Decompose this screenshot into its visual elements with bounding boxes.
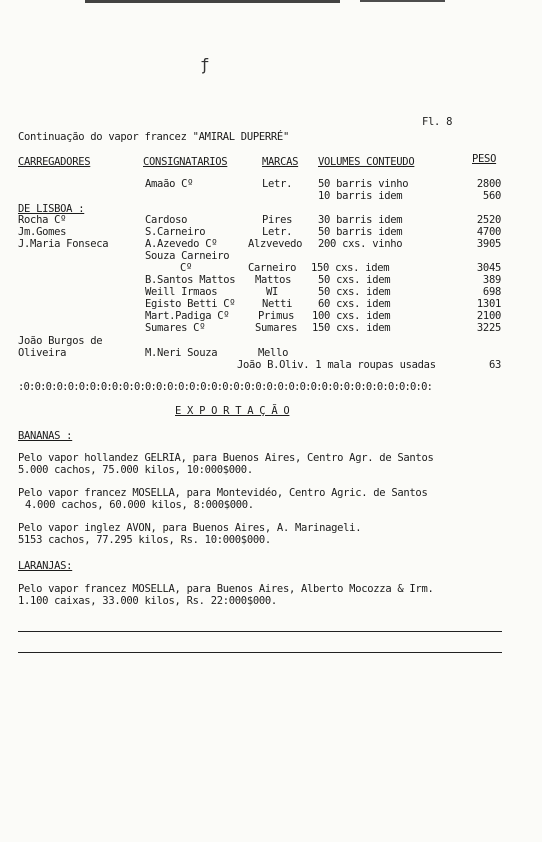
- laranjas-entry-line: 1.100 caixas, 33.000 kilos, Rs. 22:000$000.: [18, 595, 277, 607]
- col-header-carregadores: CARREGADORES: [18, 156, 91, 168]
- row-marca: Letr.: [262, 178, 293, 190]
- bananas-entry-line: Pelo vapor inglez AVON, para Buenos Aires, A. Marinageli.: [18, 522, 362, 534]
- col-header-consignatarios: CONSIGNATARIOS: [143, 156, 228, 168]
- row-consignatario: A.Azevedo Cº: [145, 238, 218, 250]
- row-marca: WI: [266, 286, 279, 298]
- row-consignatario: B.Santos Mattos: [145, 274, 236, 286]
- row-peso: 4700: [476, 226, 501, 238]
- row-volume: 200 cxs. vinho: [318, 238, 403, 250]
- row-volume: 50 barris vinho: [318, 178, 409, 190]
- separator-line: :0:0:0:0:0:0:0:0:0:0:0:0:0:0:0:0:0:0:0:0:0:0:0:0:0:0:0:0:0:0:0:0:0:0:0:0:0:: [18, 381, 433, 393]
- row-consignatario: Cº: [180, 262, 193, 274]
- row-peso: 2100: [476, 310, 501, 322]
- row-consignatario: S.Carneiro: [145, 226, 206, 238]
- laranjas-heading: LARANJAS:: [18, 560, 73, 572]
- bananas-heading: BANANAS :: [18, 430, 73, 442]
- row-peso: 389: [482, 274, 501, 286]
- burgos-consignatario: M.Neri Souza: [145, 347, 218, 359]
- bananas-entry-line: 4.000 cachos, 60.000 kilos, 8:000$000.: [25, 499, 254, 511]
- row-volume: 50 barris idem: [318, 226, 403, 238]
- bananas-entry-line: Pelo vapor hollandez GELRIA, para Buenos Aires, Centro Agr. de Santos: [18, 452, 434, 464]
- burgos-marca: Mello: [258, 347, 289, 359]
- ink-mark: ƒ: [200, 55, 210, 74]
- row-carregador: Rocha Cº: [18, 214, 67, 226]
- row-peso: 698: [482, 286, 501, 298]
- col-header-marcas: MARCAS: [262, 156, 299, 168]
- row-marca: Pires: [262, 214, 293, 226]
- row-volume: 50 cxs. idem: [318, 274, 391, 286]
- row-peso: 2520: [476, 214, 501, 226]
- row-peso: 560: [482, 190, 501, 202]
- row-volume: 100 cxs. idem: [312, 310, 391, 322]
- page-number: Fl. 8: [422, 116, 453, 128]
- section-de-lisboa: DE LISBOA :: [18, 203, 85, 215]
- row-consignatario: Amaão Cº: [145, 178, 194, 190]
- row-consignatario: Weill Irmaos: [145, 286, 218, 298]
- document-title: Continuação do vapor francez "AMIRAL DUPERRÉ": [18, 131, 289, 143]
- row-volume: 60 cxs. idem: [318, 298, 391, 310]
- burgos-carregador: João Burgos de: [18, 335, 103, 347]
- row-peso: 1301: [476, 298, 501, 310]
- export-heading: E X P O R T A Ç Ã O: [175, 405, 290, 417]
- row-marca: Netti: [262, 298, 293, 310]
- row-consignatario: Mart.Padiga Cº: [145, 310, 230, 322]
- laranjas-entry-line: Pelo vapor francez MOSELLA, para Buenos Aires, Alberto Mocozza & Irm.: [18, 583, 434, 595]
- col-header-peso: PESO: [472, 153, 497, 165]
- burgos-peso: 63: [488, 359, 501, 371]
- row-marca: Carneiro: [248, 262, 297, 274]
- row-carregador: Jm.Gomes: [18, 226, 67, 238]
- row-marca: Letr.: [262, 226, 293, 238]
- row-consignatario: Souza Carneiro: [145, 250, 230, 262]
- scan-edge-mark: [360, 0, 445, 2]
- row-peso: 3045: [476, 262, 501, 274]
- row-volume: 150 cxs. idem: [312, 322, 391, 334]
- row-volume: 10 barris idem: [318, 190, 403, 202]
- row-peso: 3225: [476, 322, 501, 334]
- bananas-entry-line: 5.000 cachos, 75.000 kilos, 10:000$000.: [18, 464, 253, 476]
- row-marca: Primus: [258, 310, 295, 322]
- row-peso: 3905: [476, 238, 501, 250]
- row-consignatario: Sumares Cº: [145, 322, 206, 334]
- col-header-volumes-conteudo: VOLUMES CONTEUDO: [318, 156, 415, 168]
- row-peso: 2800: [476, 178, 501, 190]
- bananas-entry-line: 5153 cachos, 77.295 kilos, Rs. 10:000$000.: [18, 534, 271, 546]
- burgos-line: João B.Oliv. 1 mala roupas usadas: [237, 359, 436, 371]
- closing-rule: [18, 631, 502, 632]
- row-carregador: J.Maria Fonseca: [18, 238, 109, 250]
- row-volume: 30 barris idem: [318, 214, 403, 226]
- row-volume: 150 cxs. idem: [311, 262, 390, 274]
- burgos-carregador-cont: Oliveira: [18, 347, 67, 359]
- row-consignatario: Egisto Betti Cº: [145, 298, 236, 310]
- closing-rule: [18, 652, 502, 653]
- row-volume: 50 cxs. idem: [318, 286, 391, 298]
- scan-edge-mark: [85, 0, 340, 3]
- row-marca: Mattos: [255, 274, 292, 286]
- row-marca: Sumares: [255, 322, 298, 334]
- row-marca: Alzvevedo: [248, 238, 303, 250]
- row-consignatario: Cardoso: [145, 214, 188, 226]
- bananas-entry-line: Pelo vapor francez MOSELLA, para Montevidéo, Centro Agric. de Santos: [18, 487, 428, 499]
